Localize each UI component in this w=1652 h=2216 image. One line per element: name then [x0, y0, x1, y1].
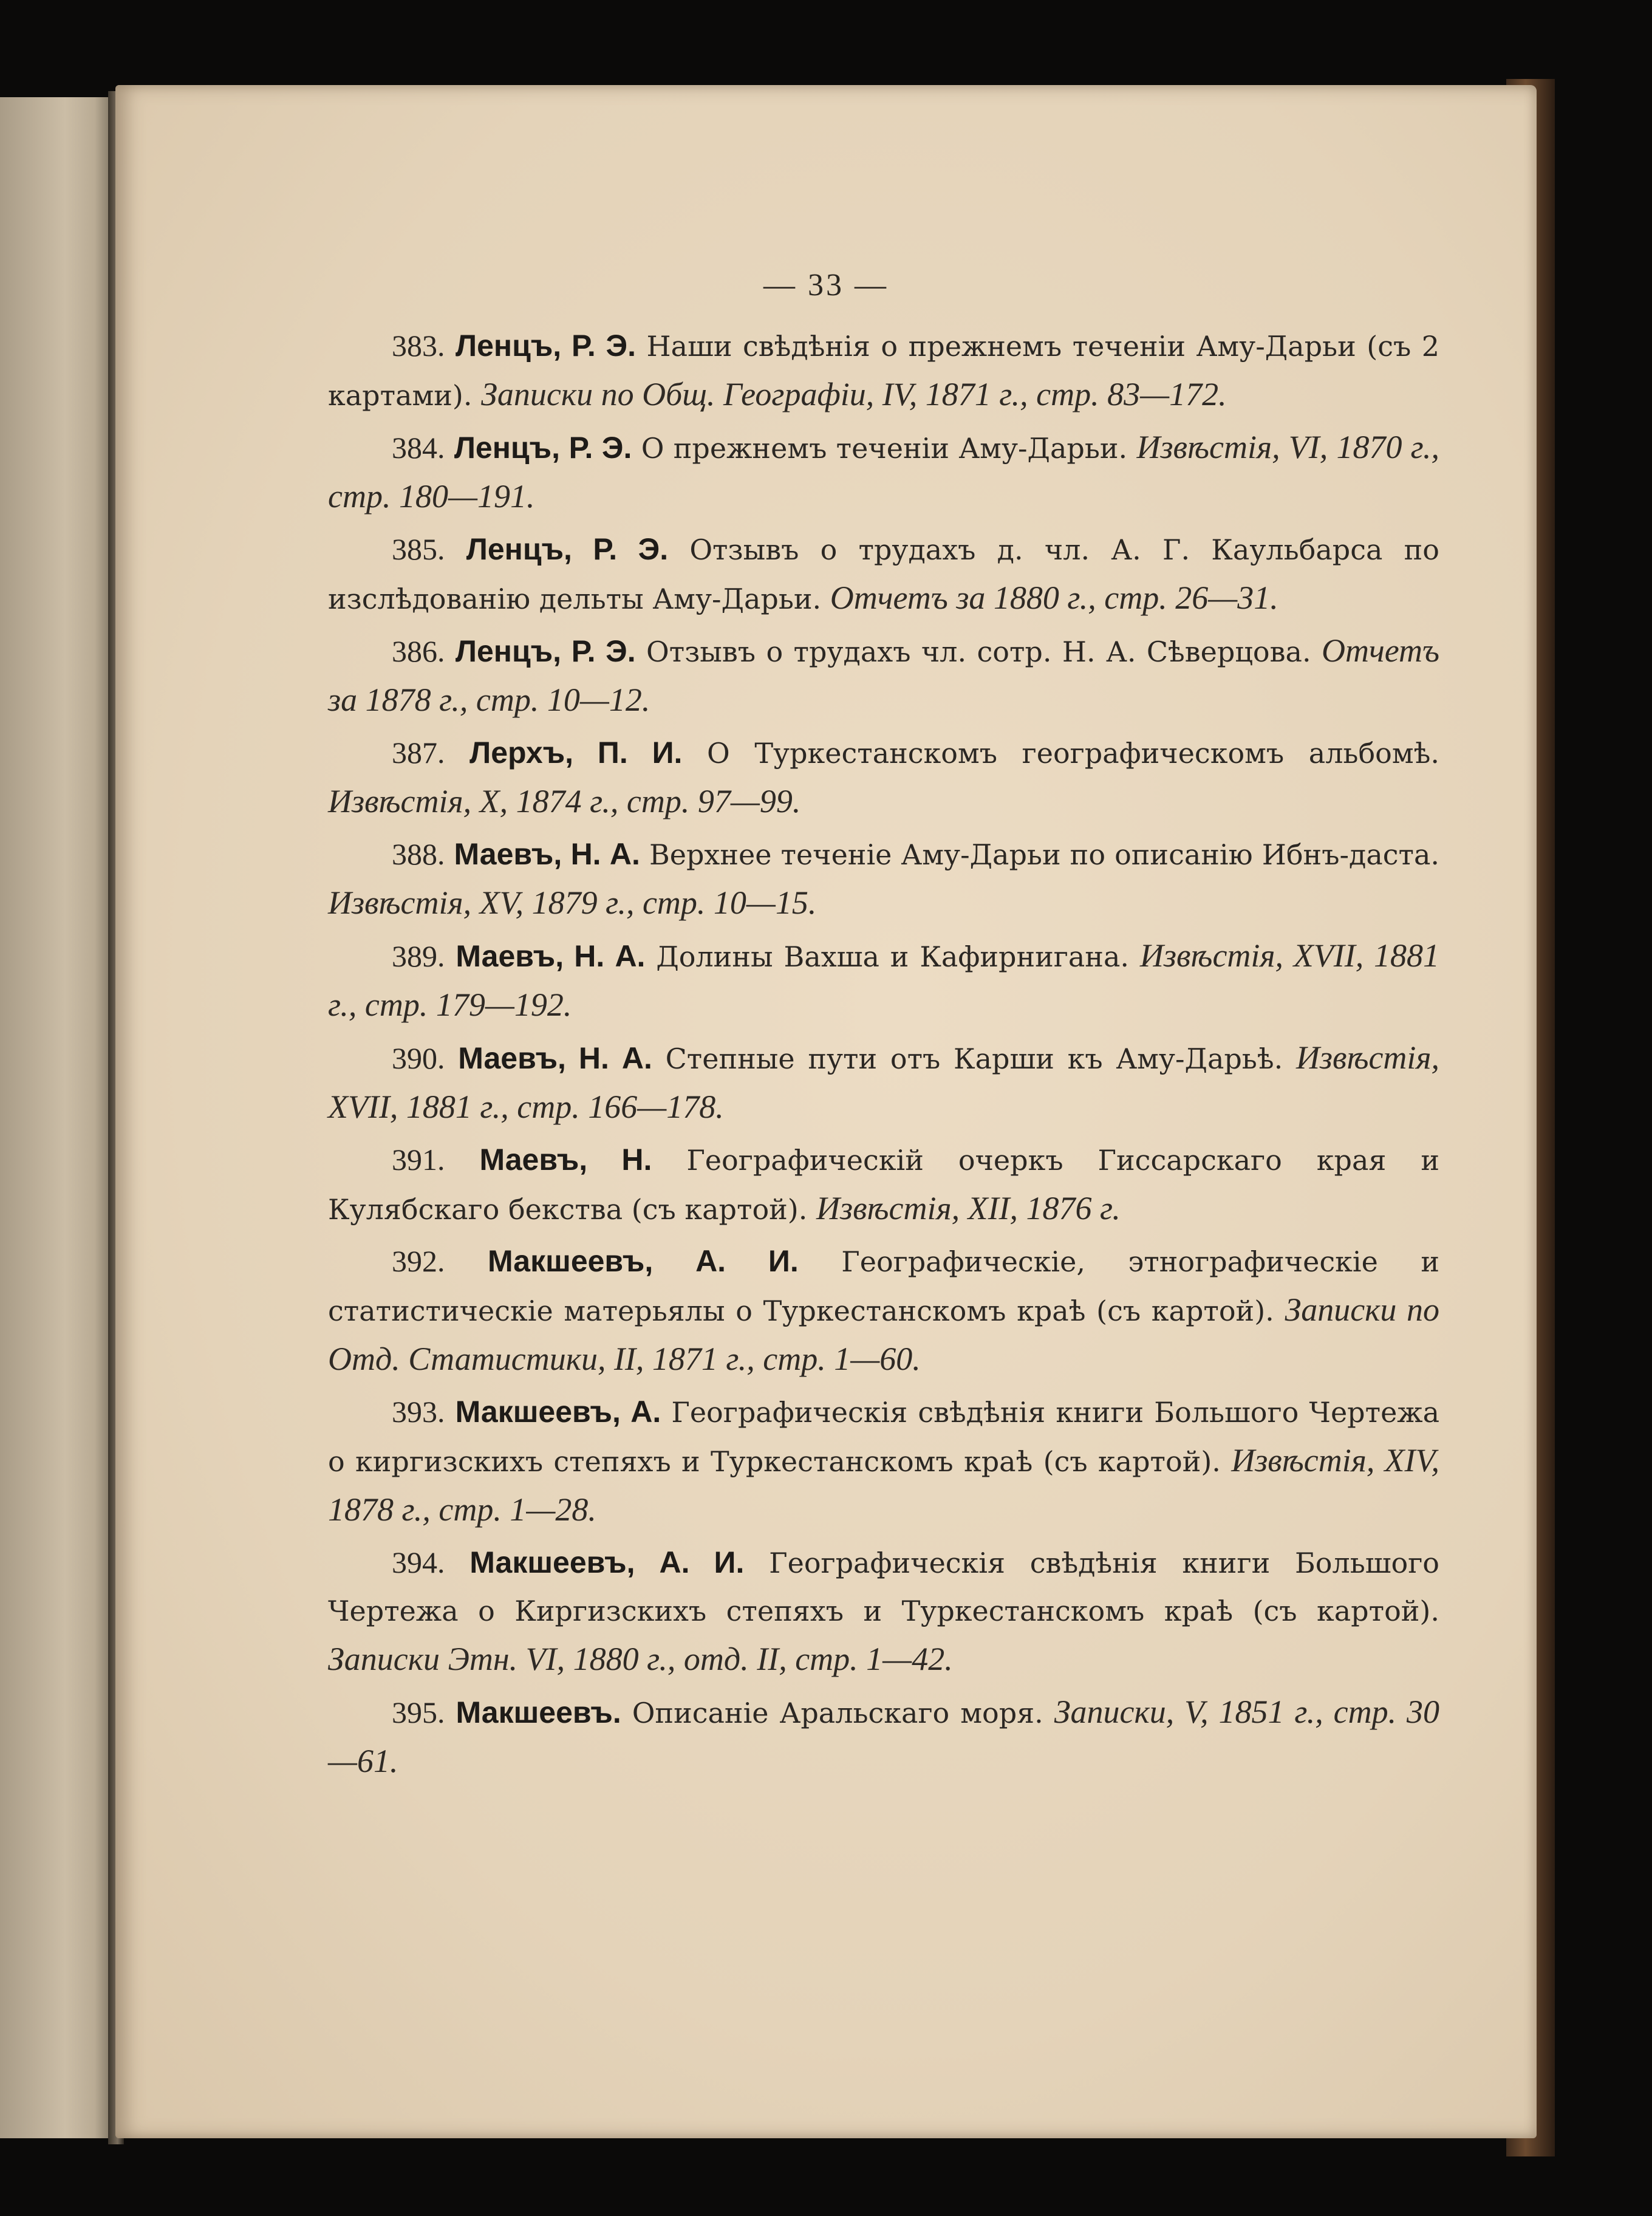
- entry-author: Макшеевъ, А. И.: [488, 1244, 799, 1278]
- entry-number: 383.: [392, 329, 445, 363]
- entry-citation: Извѣстія, XIV, 1878 г., стр. 1—28.: [328, 1442, 1439, 1528]
- entry-author: Маевъ, Н. А.: [454, 837, 640, 871]
- page-number: — 33 —: [763, 268, 889, 303]
- entry-title: Верхнее теченіе Аму-Дарьи по описанію Ибнъ-даста.: [649, 838, 1440, 871]
- entry-number: 385.: [392, 532, 445, 566]
- entry-number: 392.: [392, 1244, 445, 1278]
- entry-citation: Извѣстія, VI, 1870 г., стр. 180—191.: [328, 429, 1440, 515]
- bibliography-entry: [328, 1237, 1439, 1384]
- entry-author: Маевъ, Н.: [479, 1143, 652, 1177]
- entry-citation: Записки по Отд. Статистики, II, 1871 г., стр. 1—60.: [328, 1291, 1439, 1377]
- entry-citation: Отчетъ за 1878 г., стр. 10—12.: [328, 632, 1440, 718]
- entry-citation: Извѣстія, XV, 1879 г., стр. 10—15.: [328, 884, 817, 921]
- entry-citation: Записки, V, 1851 г., стр. 30—61.: [328, 1694, 1439, 1779]
- entry-number: 387.: [392, 736, 445, 770]
- entry-title: Описаніе Аральскаго моря.: [632, 1697, 1043, 1729]
- entry-author: Макшеевъ, А.: [455, 1395, 661, 1429]
- entry-author: Ленцъ, Р. Э.: [455, 634, 636, 668]
- entry-citation: Извѣстія, XII, 1876 г.: [816, 1190, 1121, 1226]
- bibliography-entry: [328, 627, 1439, 725]
- bibliography-entry: [328, 1136, 1439, 1234]
- entry-number: 389.: [392, 939, 445, 973]
- book-page: [115, 85, 1537, 2138]
- entry-title: Наши свѣдѣнія о прежнемъ теченіи Аму-Дарьи (съ 2 картами).: [328, 330, 1440, 412]
- entry-author: Маевъ, Н. А.: [458, 1041, 652, 1075]
- entry-number: 393.: [392, 1395, 445, 1429]
- bibliography-entry: [328, 423, 1439, 522]
- entry-number: 391.: [392, 1143, 445, 1177]
- entry-author: Ленцъ, Р. Э.: [454, 431, 632, 465]
- entry-author: Ленцъ, Р. Э.: [456, 329, 636, 363]
- bibliography-entry: [328, 830, 1439, 928]
- entry-citation: Извѣстія, XVII, 1881 г., стр. 166—178.: [328, 1039, 1440, 1125]
- entry-author: Маевъ, Н. А.: [456, 939, 646, 973]
- entry-author: Макшеевъ, А. И.: [469, 1545, 745, 1579]
- entry-citation: Отчетъ за 1880 г., стр. 26—31.: [830, 580, 1278, 616]
- entry-author: Лерхъ, П. И.: [469, 736, 683, 770]
- entry-author: Макшеевъ.: [456, 1695, 621, 1729]
- entry-citation: Извѣстія, X, 1874 г., стр. 97—99.: [328, 783, 801, 819]
- left-page-edge: [0, 97, 118, 2138]
- bibliography-entry: [328, 1539, 1439, 1684]
- entry-title: Отзывъ о трудахъ чл. сотр. Н. А. Сѣверцова.: [646, 635, 1311, 668]
- entry-title: Географическія свѣдѣнія книги Большого Чертежа о киргизскихъ степяхъ и Туркестанскомъ краѣ (съ картой).: [328, 1396, 1440, 1478]
- entry-citation: Записки по Общ. Географіи, IV, 1871 г., стр. 83—172.: [481, 376, 1227, 412]
- bibliography-entry: [328, 322, 1439, 420]
- bibliography-list: [328, 322, 1439, 1790]
- entry-title: Географическій очеркъ Гиссарскаго края и Кулябскаго бекства (съ картой).: [328, 1144, 1440, 1226]
- entry-citation: Записки Этн. VI, 1880 г., отд. II, стр. 1—42.: [328, 1641, 953, 1677]
- entry-title: Географическія свѣдѣнія книги Большого Чертежа о Киргизскихъ степяхъ и Туркестанскомъ краѣ (съ картой).: [328, 1547, 1439, 1627]
- entry-title: Отзывъ о трудахъ д. чл. А. Г. Каульбарса по изслѣдованію дельты Аму-Дарьи.: [328, 533, 1439, 615]
- entry-number: 386.: [392, 634, 445, 668]
- entry-number: 388.: [392, 837, 445, 871]
- bibliography-entry: [328, 525, 1439, 623]
- entry-number: 394.: [392, 1545, 445, 1579]
- entry-title: Степные пути отъ Карши къ Аму-Дарьѣ.: [665, 1042, 1283, 1075]
- bibliography-entry: [328, 1388, 1439, 1535]
- entry-title: О Туркестанскомъ географическомъ альбомѣ.: [707, 737, 1440, 770]
- entry-title: Долины Вахша и Кафирнигана.: [656, 940, 1130, 973]
- entry-number: 390.: [392, 1041, 445, 1075]
- bibliography-entry: [328, 1034, 1439, 1132]
- entry-number: 395.: [392, 1695, 445, 1729]
- entry-author: Ленцъ, Р. Э.: [466, 532, 669, 566]
- entry-number: 384.: [392, 431, 445, 465]
- bibliography-entry: [328, 729, 1439, 827]
- bibliography-entry: [328, 1688, 1439, 1787]
- entry-citation: Извѣстія, XVII, 1881 г., стр. 179—192.: [328, 937, 1440, 1023]
- entry-title: О прежнемъ теченіи Аму-Дарьи.: [641, 432, 1128, 465]
- entry-title: Географическіе, этнографическіе и статистическіе матерьялы о Туркестанскомъ краѣ (съ картой).: [328, 1245, 1439, 1327]
- bibliography-entry: [328, 932, 1439, 1030]
